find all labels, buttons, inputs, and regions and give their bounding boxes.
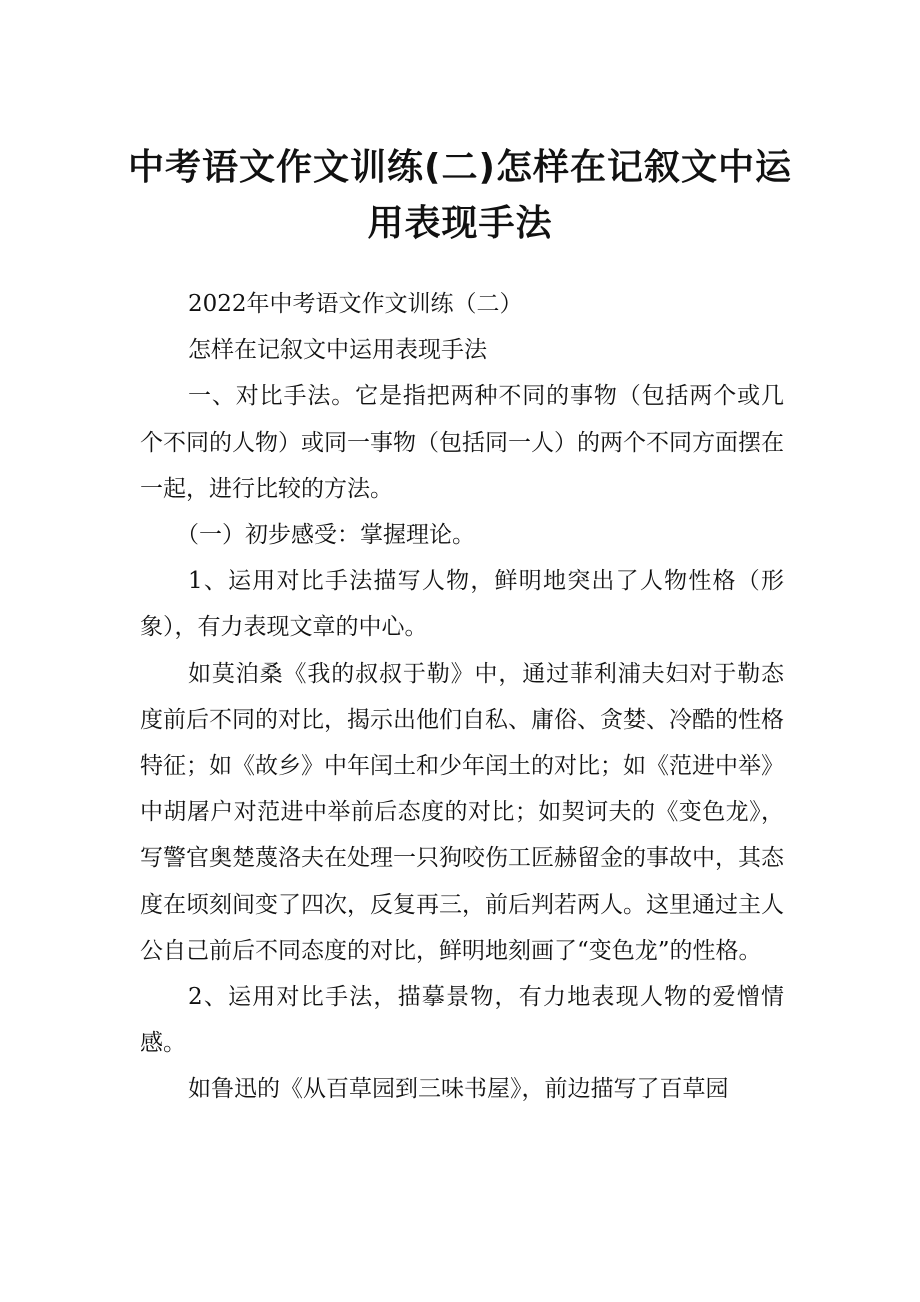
paragraph-year-heading: 2022年中考语文作文训练（二） bbox=[188, 291, 523, 317]
paragraph-examples: 如莫泊桑《我的叔叔于勒》中，通过菲利浦夫妇对于勒态度前后不同的对比，揭示出他们自私、庸俗、贪婪、冷酷的性格特征；如《故乡》中年闰土和少年闰土的对比；如《范进中举》中胡屠户对范进中举前后态度的对比；如契诃夫的《变色龙》，写警官奥楚蔑洛夫在处理一只狗咬伤工匠赫留金的事故中，其态度在顷刻间变了四次，反复再三，前后判若两人。这里通过主人公自己前后不同态度的对比，鲜明地刻画了“变色龙”的性格。 bbox=[140, 660, 784, 964]
paragraph-point-1: 1、运用对比手法描写人物，鲜明地突出了人物性格（形象），有力表现文章的中心。 bbox=[140, 568, 784, 641]
paragraph-point-2: 2、运用对比手法，描摹景物，有力地表现人物的爱憎情感。 bbox=[140, 984, 784, 1057]
paragraph-example-luxun: 如鲁迅的《从百草园到三味书屋》，前边描写了百草园 bbox=[188, 1076, 729, 1103]
document-title: 中考语文作文训练(二)怎样在记叙文中运用表现手法 bbox=[128, 147, 792, 244]
paragraph-subtitle: 怎样在记叙文中运用表现手法 bbox=[188, 337, 487, 364]
paragraph-section-heading: （一）初步感受：掌握理论。 bbox=[176, 522, 475, 549]
document-body bbox=[140, 281, 784, 1113]
paragraph-contrast-definition: 一、对比手法。它是指把两种不同的事物（包括两个或几个不同的人物）或同一事物（包括同一人）的两个不同方面摆在一起，进行比较的方法。 bbox=[140, 383, 784, 502]
